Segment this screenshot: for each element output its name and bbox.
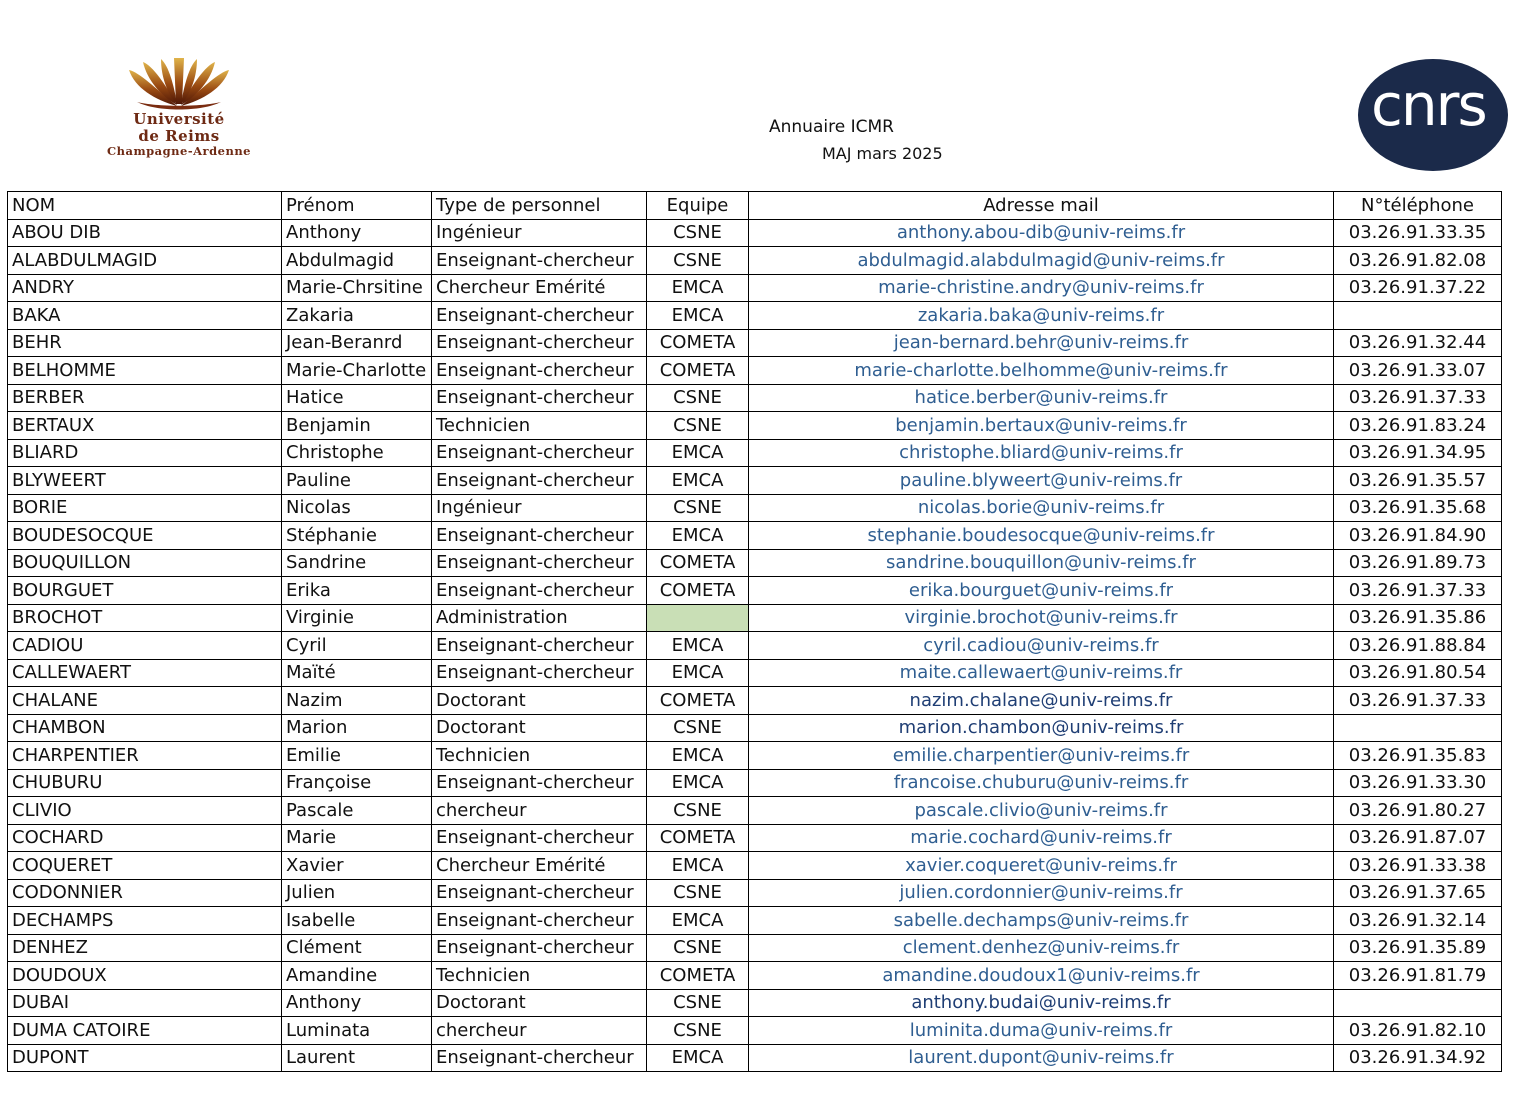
cell-mail[interactable]: virginie.brochot@univ-reims.fr <box>749 604 1334 632</box>
cell-type: Enseignant-chercheur <box>432 824 647 852</box>
cell-prenom: Cyril <box>282 632 432 660</box>
cell-telephone: 03.26.91.84.90 <box>1334 522 1502 550</box>
cell-nom: BORIE <box>8 494 282 522</box>
cell-prenom: Marie-Charlotte <box>282 357 432 385</box>
cell-type: Enseignant-chercheur <box>432 357 647 385</box>
cell-equipe: EMCA <box>647 302 749 330</box>
cell-equipe: CSNE <box>647 879 749 907</box>
cell-equipe: COMETA <box>647 549 749 577</box>
cell-type: Doctorant <box>432 687 647 715</box>
cell-nom: CHARPENTIER <box>8 742 282 770</box>
cell-prenom: Hatice <box>282 384 432 412</box>
cell-mail[interactable]: erika.bourguet@univ-reims.fr <box>749 577 1334 605</box>
cell-nom: ALABDULMAGID <box>8 247 282 275</box>
cell-nom: CHUBURU <box>8 769 282 797</box>
cell-mail[interactable]: pauline.blyweert@univ-reims.fr <box>749 467 1334 495</box>
cell-telephone: 03.26.91.33.07 <box>1334 357 1502 385</box>
cell-prenom: Abdulmagid <box>282 247 432 275</box>
cell-type: Enseignant-chercheur <box>432 522 647 550</box>
cell-mail[interactable]: maite.callewaert@univ-reims.fr <box>749 659 1334 687</box>
cell-nom: BLIARD <box>8 439 282 467</box>
cell-type: Ingénieur <box>432 219 647 247</box>
cell-prenom: Amandine <box>282 962 432 990</box>
cell-equipe: EMCA <box>647 659 749 687</box>
cell-prenom: Emilie <box>282 742 432 770</box>
cell-nom: BOUQUILLON <box>8 549 282 577</box>
cell-type: Enseignant-chercheur <box>432 549 647 577</box>
cell-mail[interactable]: laurent.dupont@univ-reims.fr <box>749 1044 1334 1072</box>
cell-type: Enseignant-chercheur <box>432 769 647 797</box>
cell-equipe: EMCA <box>647 632 749 660</box>
table-row <box>8 989 1502 1017</box>
cell-type: Enseignant-chercheur <box>432 632 647 660</box>
cell-telephone: 03.26.91.33.35 <box>1334 219 1502 247</box>
cell-telephone: 03.26.91.35.89 <box>1334 934 1502 962</box>
table-row <box>8 962 1502 990</box>
cell-nom: CODONNIER <box>8 879 282 907</box>
cell-mail[interactable]: cyril.cadiou@univ-reims.fr <box>749 632 1334 660</box>
table-row <box>8 549 1502 577</box>
cell-type: Technicien <box>432 742 647 770</box>
table-row <box>8 687 1502 715</box>
cell-type: Enseignant-chercheur <box>432 247 647 275</box>
cell-equipe: EMCA <box>647 522 749 550</box>
cell-prenom: Marie-Chrsitine <box>282 274 432 302</box>
university-name-line3: Champagne-Ardenne <box>107 144 251 158</box>
cell-nom: DENHEZ <box>8 934 282 962</box>
cell-mail[interactable]: anthony.budai@univ-reims.fr <box>749 989 1334 1017</box>
cell-mail[interactable]: julien.cordonnier@univ-reims.fr <box>749 879 1334 907</box>
cell-prenom: Pascale <box>282 797 432 825</box>
cell-prenom: Sandrine <box>282 549 432 577</box>
column-header-mail: Adresse mail <box>749 192 1334 220</box>
cell-equipe: COMETA <box>647 357 749 385</box>
cell-prenom: Clément <box>282 934 432 962</box>
table-row <box>8 1017 1502 1045</box>
cell-telephone: 03.26.91.37.33 <box>1334 687 1502 715</box>
cell-type: Technicien <box>432 412 647 440</box>
cell-telephone: 03.26.91.37.33 <box>1334 577 1502 605</box>
cell-telephone: 03.26.91.80.27 <box>1334 797 1502 825</box>
cell-equipe: CSNE <box>647 797 749 825</box>
directory-table <box>7 191 1502 1072</box>
cell-nom: CLIVIO <box>8 797 282 825</box>
table-row <box>8 219 1502 247</box>
cell-mail[interactable]: pascale.clivio@univ-reims.fr <box>749 797 1334 825</box>
cell-equipe: EMCA <box>647 852 749 880</box>
cell-telephone: 03.26.91.32.14 <box>1334 907 1502 935</box>
cell-telephone: 03.26.91.32.44 <box>1334 329 1502 357</box>
cell-nom: BAKA <box>8 302 282 330</box>
table-row <box>8 604 1502 632</box>
table-row <box>8 329 1502 357</box>
table-row <box>8 907 1502 935</box>
cell-mail[interactable]: francoise.chuburu@univ-reims.fr <box>749 769 1334 797</box>
cell-equipe: CSNE <box>647 247 749 275</box>
cell-prenom: Françoise <box>282 769 432 797</box>
column-header-type: Type de personnel <box>432 192 647 220</box>
cell-equipe: CSNE <box>647 494 749 522</box>
university-name-line2: de Reims <box>138 127 220 145</box>
cell-equipe: CSNE <box>647 934 749 962</box>
cell-prenom: Marie <box>282 824 432 852</box>
cell-telephone: 03.26.91.82.10 <box>1334 1017 1502 1045</box>
table-row <box>8 412 1502 440</box>
cell-mail[interactable]: sandrine.bouquillon@univ-reims.fr <box>749 549 1334 577</box>
cell-equipe: COMETA <box>647 329 749 357</box>
cell-telephone: 03.26.91.88.84 <box>1334 632 1502 660</box>
cell-mail[interactable]: marie-christine.andry@univ-reims.fr <box>749 274 1334 302</box>
column-header-equipe: Equipe <box>647 192 749 220</box>
cell-prenom: Pauline <box>282 467 432 495</box>
cell-type: Ingénieur <box>432 494 647 522</box>
cell-type: Enseignant-chercheur <box>432 302 647 330</box>
cell-mail[interactable]: christophe.bliard@univ-reims.fr <box>749 439 1334 467</box>
cell-type: Enseignant-chercheur <box>432 467 647 495</box>
cell-equipe: EMCA <box>647 907 749 935</box>
cell-prenom: Marion <box>282 714 432 742</box>
table-row <box>8 577 1502 605</box>
cell-type: chercheur <box>432 1017 647 1045</box>
cell-equipe: EMCA <box>647 274 749 302</box>
table-row <box>8 522 1502 550</box>
cell-type: Enseignant-chercheur <box>432 907 647 935</box>
cell-mail[interactable]: luminita.duma@univ-reims.fr <box>749 1017 1334 1045</box>
cell-mail[interactable]: xavier.coqueret@univ-reims.fr <box>749 852 1334 880</box>
cell-nom: DOUDOUX <box>8 962 282 990</box>
cell-prenom: Maïté <box>282 659 432 687</box>
cell-mail[interactable]: zakaria.baka@univ-reims.fr <box>749 302 1334 330</box>
cell-mail[interactable]: emilie.charpentier@univ-reims.fr <box>749 742 1334 770</box>
cell-type: Enseignant-chercheur <box>432 879 647 907</box>
cell-nom: DECHAMPS <box>8 907 282 935</box>
cell-nom: CALLEWAERT <box>8 659 282 687</box>
university-emblem-icon <box>121 58 237 110</box>
cell-mail[interactable]: abdulmagid.alabdulmagid@univ-reims.fr <box>749 247 1334 275</box>
cell-equipe: COMETA <box>647 962 749 990</box>
cell-prenom: Anthony <box>282 989 432 1017</box>
table-header-row <box>8 192 1502 220</box>
cell-equipe: COMETA <box>647 824 749 852</box>
cell-nom: CHALANE <box>8 687 282 715</box>
cell-nom: COCHARD <box>8 824 282 852</box>
table-row <box>8 797 1502 825</box>
table-row <box>8 384 1502 412</box>
cell-nom: BELHOMME <box>8 357 282 385</box>
table-row <box>8 357 1502 385</box>
university-logo <box>84 58 274 162</box>
cell-prenom: Virginie <box>282 604 432 632</box>
cell-type: Technicien <box>432 962 647 990</box>
cell-equipe: CSNE <box>647 989 749 1017</box>
cell-prenom: Anthony <box>282 219 432 247</box>
table-row <box>8 439 1502 467</box>
cell-mail[interactable]: jean-bernard.behr@univ-reims.fr <box>749 329 1334 357</box>
cell-type: Chercheur Emérité <box>432 852 647 880</box>
cell-nom: BLYWEERT <box>8 467 282 495</box>
cnrs-logo <box>1358 59 1508 171</box>
page-subtitle: MAJ mars 2025 <box>822 144 943 163</box>
cell-equipe: CSNE <box>647 714 749 742</box>
table-row <box>8 769 1502 797</box>
university-name-line1: Université <box>133 110 225 128</box>
cell-nom: DUPONT <box>8 1044 282 1072</box>
cell-equipe: COMETA <box>647 577 749 605</box>
cell-type: Enseignant-chercheur <box>432 439 647 467</box>
page-title: Annuaire ICMR <box>769 117 894 137</box>
cell-equipe: EMCA <box>647 1044 749 1072</box>
cell-nom: ANDRY <box>8 274 282 302</box>
cell-prenom: Nicolas <box>282 494 432 522</box>
cell-type: Doctorant <box>432 714 647 742</box>
table-row <box>8 632 1502 660</box>
column-header-telephone: N°téléphone <box>1334 192 1502 220</box>
cell-equipe: COMETA <box>647 687 749 715</box>
cell-mail[interactable]: nazim.chalane@univ-reims.fr <box>749 687 1334 715</box>
cell-prenom: Zakaria <box>282 302 432 330</box>
table-row <box>8 467 1502 495</box>
cell-telephone <box>1334 714 1502 742</box>
cell-telephone: 03.26.91.81.79 <box>1334 962 1502 990</box>
cell-mail[interactable]: anthony.abou-dib@univ-reims.fr <box>749 219 1334 247</box>
cell-mail[interactable]: stephanie.boudesocque@univ-reims.fr <box>749 522 1334 550</box>
cell-nom: BOURGUET <box>8 577 282 605</box>
cell-nom: BOUDESOCQUE <box>8 522 282 550</box>
cell-type: Chercheur Emérité <box>432 274 647 302</box>
cell-nom: DUBAI <box>8 989 282 1017</box>
cell-nom: CHAMBON <box>8 714 282 742</box>
cell-mail[interactable]: nicolas.borie@univ-reims.fr <box>749 494 1334 522</box>
table-row <box>8 742 1502 770</box>
table-row <box>8 1044 1502 1072</box>
cell-telephone: 03.26.91.80.54 <box>1334 659 1502 687</box>
cell-type: Enseignant-chercheur <box>432 577 647 605</box>
table-row <box>8 879 1502 907</box>
cell-type: Enseignant-chercheur <box>432 934 647 962</box>
cell-telephone: 03.26.91.37.65 <box>1334 879 1502 907</box>
cell-telephone: 03.26.91.89.73 <box>1334 549 1502 577</box>
cell-nom: CADIOU <box>8 632 282 660</box>
table-body <box>8 219 1502 1072</box>
cell-telephone: 03.26.91.37.22 <box>1334 274 1502 302</box>
cell-telephone <box>1334 989 1502 1017</box>
table-row <box>8 824 1502 852</box>
cell-equipe: CSNE <box>647 219 749 247</box>
cell-nom: BEHR <box>8 329 282 357</box>
table-row <box>8 274 1502 302</box>
cell-prenom: Jean-Beranrd <box>282 329 432 357</box>
cell-type: Doctorant <box>432 989 647 1017</box>
cell-prenom: Luminata <box>282 1017 432 1045</box>
cell-nom: BERTAUX <box>8 412 282 440</box>
cell-telephone <box>1334 302 1502 330</box>
cell-prenom: Stéphanie <box>282 522 432 550</box>
cell-type: chercheur <box>432 797 647 825</box>
table-row <box>8 714 1502 742</box>
cell-type: Enseignant-chercheur <box>432 1044 647 1072</box>
cell-telephone: 03.26.91.35.86 <box>1334 604 1502 632</box>
column-header-prenom: Prénom <box>282 192 432 220</box>
cell-mail[interactable]: amandine.doudoux1@univ-reims.fr <box>749 962 1334 990</box>
cell-prenom: Xavier <box>282 852 432 880</box>
cell-nom: ABOU DIB <box>8 219 282 247</box>
cell-type: Enseignant-chercheur <box>432 384 647 412</box>
cell-telephone: 03.26.91.34.92 <box>1334 1044 1502 1072</box>
cell-prenom: Nazim <box>282 687 432 715</box>
cell-mail[interactable]: benjamin.bertaux@univ-reims.fr <box>749 412 1334 440</box>
cell-equipe <box>647 604 749 632</box>
cell-prenom: Erika <box>282 577 432 605</box>
cell-telephone: 03.26.91.35.57 <box>1334 467 1502 495</box>
cell-prenom: Benjamin <box>282 412 432 440</box>
cell-type: Enseignant-chercheur <box>432 329 647 357</box>
cell-telephone: 03.26.91.35.68 <box>1334 494 1502 522</box>
cell-mail[interactable]: hatice.berber@univ-reims.fr <box>749 384 1334 412</box>
table-row <box>8 494 1502 522</box>
cell-nom: DUMA CATOIRE <box>8 1017 282 1045</box>
cell-equipe: EMCA <box>647 742 749 770</box>
cell-type: Administration <box>432 604 647 632</box>
cell-nom: COQUERET <box>8 852 282 880</box>
cell-mail[interactable]: clement.denhez@univ-reims.fr <box>749 934 1334 962</box>
cell-equipe: CSNE <box>647 412 749 440</box>
cell-type: Enseignant-chercheur <box>432 659 647 687</box>
cell-telephone: 03.26.91.33.30 <box>1334 769 1502 797</box>
cell-equipe: CSNE <box>647 384 749 412</box>
cell-mail[interactable]: sabelle.dechamps@univ-reims.fr <box>749 907 1334 935</box>
cell-equipe: EMCA <box>647 769 749 797</box>
cell-telephone: 03.26.91.82.08 <box>1334 247 1502 275</box>
cell-prenom: Christophe <box>282 439 432 467</box>
cell-telephone: 03.26.91.35.83 <box>1334 742 1502 770</box>
cell-telephone: 03.26.91.33.38 <box>1334 852 1502 880</box>
table-row <box>8 659 1502 687</box>
cell-nom: BROCHOT <box>8 604 282 632</box>
table-row <box>8 934 1502 962</box>
table-row <box>8 247 1502 275</box>
cell-equipe: EMCA <box>647 439 749 467</box>
cell-mail[interactable]: marion.chambon@univ-reims.fr <box>749 714 1334 742</box>
cell-nom: BERBER <box>8 384 282 412</box>
cell-prenom: Laurent <box>282 1044 432 1072</box>
cell-mail[interactable]: marie-charlotte.belhomme@univ-reims.fr <box>749 357 1334 385</box>
cell-telephone: 03.26.91.37.33 <box>1334 384 1502 412</box>
table-row <box>8 302 1502 330</box>
cell-prenom: Isabelle <box>282 907 432 935</box>
table-row <box>8 852 1502 880</box>
cell-equipe: EMCA <box>647 467 749 495</box>
cell-equipe: CSNE <box>647 1017 749 1045</box>
column-header-nom: NOM <box>8 192 282 220</box>
cell-mail[interactable]: marie.cochard@univ-reims.fr <box>749 824 1334 852</box>
cnrs-logo-text: cnrs <box>1371 71 1486 139</box>
cell-prenom: Julien <box>282 879 432 907</box>
cell-telephone: 03.26.91.34.95 <box>1334 439 1502 467</box>
cell-telephone: 03.26.91.87.07 <box>1334 824 1502 852</box>
cell-telephone: 03.26.91.83.24 <box>1334 412 1502 440</box>
